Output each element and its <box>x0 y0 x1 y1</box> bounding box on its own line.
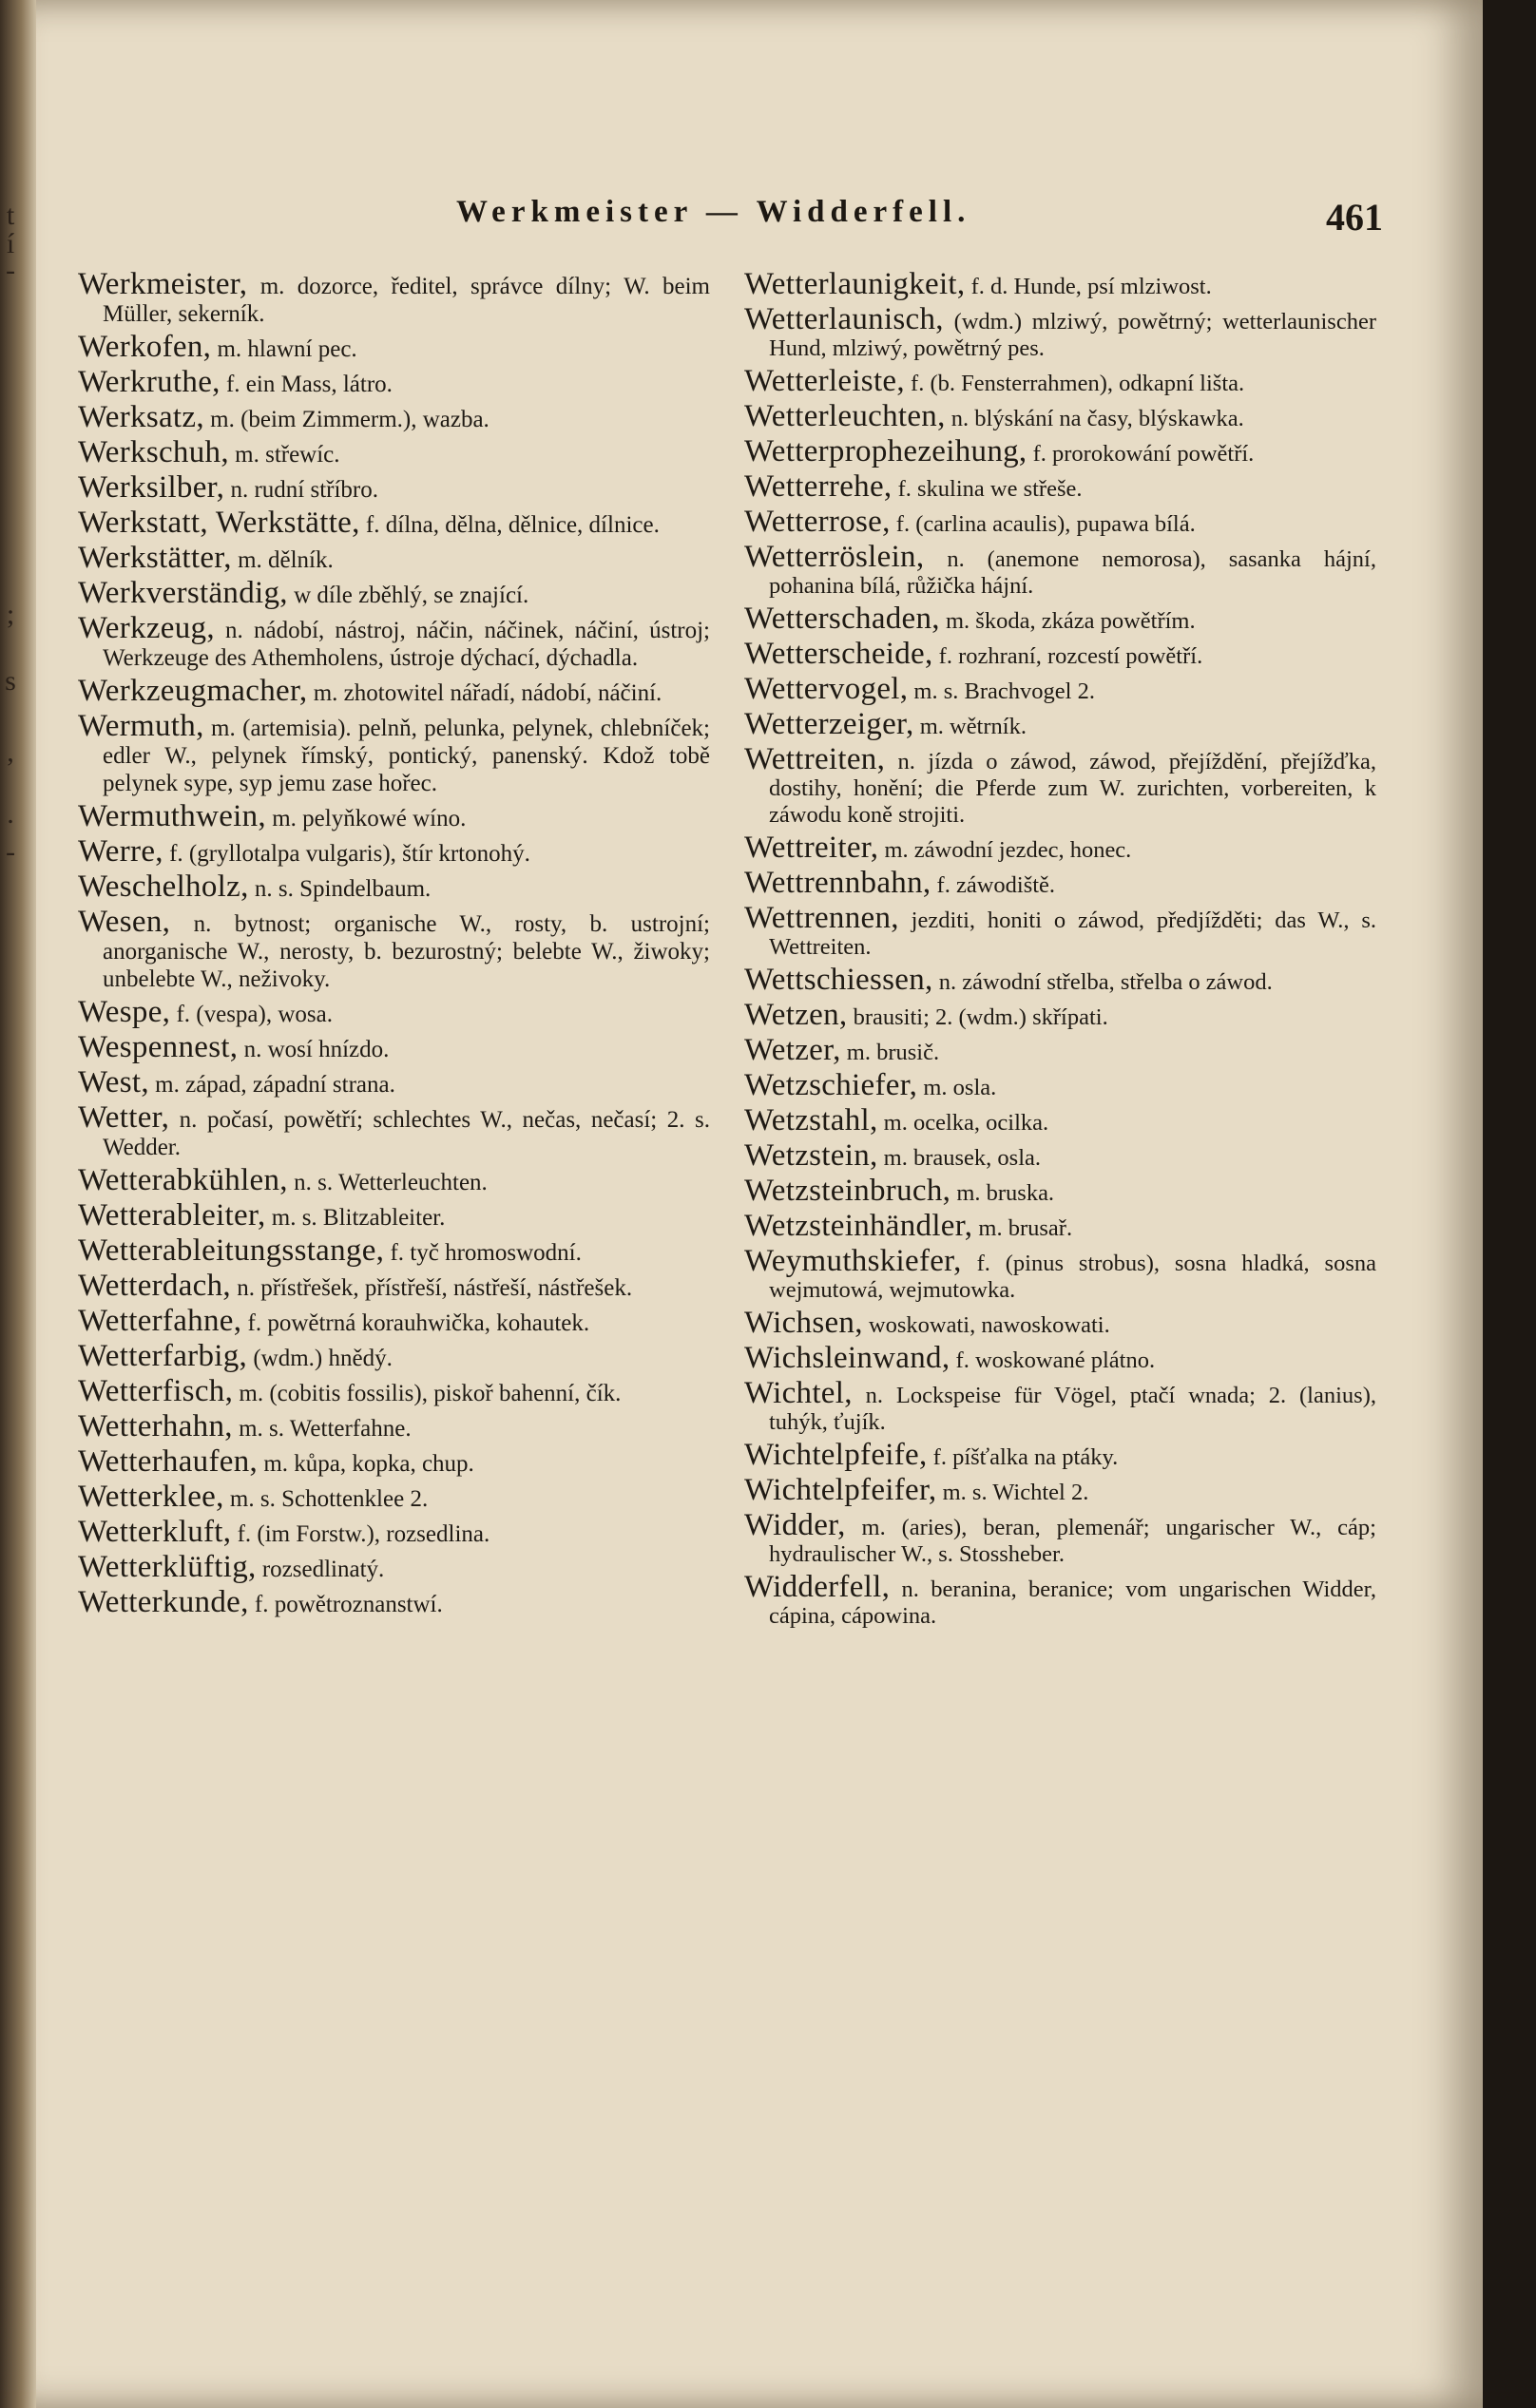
dictionary-entry <box>78 870 710 904</box>
entry-headword: Wettrennbahn, <box>744 866 931 900</box>
entry-definition: m. ocelka, ocilka. <box>877 1110 1049 1136</box>
dictionary-entry <box>78 1480 710 1514</box>
entry-definition: m. (beim Zimmerm.), wazba. <box>203 407 490 432</box>
dictionary-entry <box>744 1341 1376 1375</box>
entry-definition: m. kůpa, kopka, chup. <box>258 1451 474 1477</box>
margin-mark: s <box>5 665 16 697</box>
entry-headword: Werkstatt, Werkstätte, <box>78 506 360 540</box>
dictionary-entry <box>78 1444 710 1479</box>
entry-headword: Wetterfarbig, <box>78 1339 248 1373</box>
dictionary-entry <box>744 1306 1376 1340</box>
dictionary-entry <box>78 674 710 708</box>
entry-headword: Werkschuh, <box>78 435 229 469</box>
entry-headword: Weymuthskiefer, <box>744 1244 962 1278</box>
entry-definition: m. wětrník. <box>913 714 1027 739</box>
dictionary-entry <box>744 1138 1376 1173</box>
dictionary-entry <box>744 1508 1376 1568</box>
entry-definition: m. pelyňkowé wíno. <box>265 806 467 831</box>
entry-headword: Wetterscheide, <box>744 637 933 671</box>
dictionary-entry <box>78 1030 710 1064</box>
entry-headword: Werksatz, <box>78 400 204 434</box>
entry-headword: Werre, <box>78 834 163 869</box>
entry-headword: Wetter, <box>78 1100 170 1135</box>
entry-headword: Wetterkluft, <box>78 1515 232 1549</box>
entry-headword: Werkzeug, <box>78 611 215 645</box>
entry-definition: n. nádobí, nástroj, náčin, náčinek, náčiní, ústroj; Werkzeuge des Athemholens, ústroje dýchací, dýchadla. <box>103 618 710 671</box>
dictionary-entry <box>78 435 710 469</box>
dictionary-entry <box>744 602 1376 636</box>
entry-headword: Wettschiessen, <box>744 963 933 997</box>
entry-headword: Wetzsteinbruch, <box>744 1174 951 1208</box>
entry-definition: f. dílna, dělna, dělnice, dílnice. <box>359 512 660 538</box>
entry-headword: Wesen, <box>78 905 171 939</box>
entry-definition: f. (b. Fensterrahmen), odkapní lišta. <box>904 371 1245 396</box>
entry-definition: m. střewíc. <box>228 442 340 468</box>
entry-headword: Wetterlaunisch, <box>744 302 944 336</box>
entry-definition: m. brusič. <box>840 1040 940 1065</box>
entry-headword: Wetterschaden, <box>744 602 940 636</box>
dictionary-entry <box>744 399 1376 433</box>
entry-headword: Wetzsteinhändler, <box>744 1209 973 1243</box>
entry-definition: n. s. Wetterleuchten. <box>287 1170 488 1195</box>
margin-mark: - <box>6 836 15 868</box>
entry-headword: Wetterkunde, <box>78 1585 249 1619</box>
entry-headword: Wettrennen, <box>744 901 899 935</box>
entry-headword: Wettreiten, <box>744 742 886 776</box>
dictionary-entry <box>78 1550 710 1584</box>
entry-definition: m. s. Wetterfahne. <box>232 1416 412 1442</box>
entry-headword: Widder, <box>744 1508 846 1542</box>
left-column <box>78 271 710 2314</box>
dictionary-entry <box>744 364 1376 398</box>
entry-headword: Werkofen, <box>78 330 212 364</box>
entry-definition: n. beranina, beranice; vom ungarischen Widder, cápina, cápowina. <box>769 1577 1376 1629</box>
dictionary-entry <box>78 905 710 993</box>
entry-headword: Wichsleinwand, <box>744 1341 950 1375</box>
entry-definition: m. s. Brachvogel 2. <box>908 678 1095 704</box>
entry-headword: Wermuthwein, <box>78 799 266 833</box>
margin-mark: - <box>6 255 15 286</box>
dictionary-entry <box>78 1374 710 1408</box>
entry-headword: Wetzen, <box>744 998 848 1032</box>
entry-definition: n. rudní stříbro. <box>224 477 378 503</box>
dictionary-entry <box>744 1103 1376 1137</box>
entry-headword: Wetterklee, <box>78 1480 224 1514</box>
entry-definition: f. prorokowání powětří. <box>1027 441 1255 467</box>
entry-headword: Wetterableiter, <box>78 1198 266 1233</box>
entry-definition: f. powětrná korauhwička, kohautek. <box>241 1310 590 1336</box>
dictionary-entry <box>78 1339 710 1373</box>
entry-definition: w díle zběhlý, se znající. <box>287 583 529 608</box>
entry-headword: West, <box>78 1065 149 1099</box>
entry-headword: Wetterklüftig, <box>78 1550 257 1584</box>
entry-definition: n. Lockspeise für Vögel, ptačí wnada; 2. (lanius), tuhýk, ťujík. <box>769 1383 1376 1435</box>
dictionary-entry <box>744 1033 1376 1067</box>
entry-headword: Widderfell, <box>744 1570 891 1604</box>
dictionary-entry <box>78 611 710 672</box>
dictionary-entry <box>78 506 710 540</box>
dictionary-entry <box>78 1163 710 1197</box>
entry-definition: m. západ, západní strana. <box>148 1072 395 1098</box>
dictionary-entry <box>744 707 1376 741</box>
entry-definition: f. (pinus strobus), sosna hladká, sosna wejmutowá, wejmutowka. <box>769 1251 1376 1303</box>
entry-definition: f. d. Hunde, psí mlziwost. <box>965 274 1212 299</box>
entry-definition: f. skulina we střeše. <box>892 476 1083 502</box>
page-number: 461 <box>1326 196 1383 239</box>
dictionary-entry <box>744 1570 1376 1630</box>
entry-definition: m. s. Wichtel 2. <box>936 1480 1089 1505</box>
entry-definition: m. hlawní pec. <box>211 336 357 362</box>
entry-definition: f. rozhraní, rozcestí powětří. <box>932 643 1203 669</box>
entry-headword: Wetterhaufen, <box>78 1444 259 1479</box>
dictionary-entry <box>78 470 710 505</box>
entry-headword: Wetterhahn, <box>78 1409 233 1443</box>
entry-definition: n. počasí, powětří; schlechtes W., nečas, nečasí; 2. s. Wedder. <box>103 1107 710 1160</box>
dictionary-entry <box>744 1209 1376 1243</box>
dictionary-entry <box>78 799 710 833</box>
entry-headword: Werkruthe, <box>78 365 221 399</box>
entry-definition: (wdm.) mlziwý, powětrný; wetterlaunischer Hund, mlziwý, powětrný pes. <box>769 309 1376 361</box>
entry-headword: Wichsen, <box>744 1306 863 1340</box>
entry-headword: Wetzstahl, <box>744 1103 878 1137</box>
dictionary-entry <box>744 469 1376 504</box>
dictionary-entry <box>744 540 1376 600</box>
dictionary-entry <box>78 834 710 869</box>
entry-headword: Wetterprophezeihung, <box>744 434 1027 468</box>
entry-definition: n. blýskání na časy, blýskawka. <box>945 406 1244 431</box>
entry-headword: Werkzeugmacher, <box>78 674 308 708</box>
margin-mark: í <box>6 228 15 259</box>
entry-definition: m. škoda, zkáza powětřím. <box>939 608 1196 634</box>
dictionary-entry <box>78 1269 710 1303</box>
dictionary-entry <box>744 1376 1376 1436</box>
dictionary-entry <box>78 995 710 1029</box>
dictionary-entry <box>78 1100 710 1161</box>
entry-definition: n. přístřešek, přístřeší, nástřeší, nástřešek. <box>230 1275 633 1301</box>
dictionary-entry <box>78 709 710 797</box>
entry-headword: Werkmeister, <box>78 271 248 301</box>
entry-definition: m. (cobitis fossilis), piskoř bahenní, čík. <box>233 1381 622 1406</box>
entry-headword: Wespennest, <box>78 1030 239 1064</box>
dictionary-entry <box>744 742 1376 829</box>
entry-definition: n. wosí hnízdo. <box>238 1037 390 1062</box>
dictionary-entry <box>78 1065 710 1099</box>
dictionary-entry <box>78 400 710 434</box>
entry-definition: m. záwodní jezdec, honec. <box>878 837 1132 863</box>
dictionary-entry <box>744 302 1376 362</box>
entry-headword: Wespe, <box>78 995 171 1029</box>
dictionary-entry <box>744 271 1376 300</box>
entry-definition: m. s. Blitzableiter. <box>265 1205 446 1231</box>
entry-headword: Wetterrose, <box>744 505 891 539</box>
entry-headword: Wetterleiste, <box>744 364 905 398</box>
dictionary-entry <box>744 1244 1376 1304</box>
entry-definition: f. (vespa), wosa. <box>170 1002 333 1027</box>
entry-definition: f. powětroznanstwí. <box>248 1592 443 1617</box>
entry-definition: n. záwodní střelba, střelba o záwod. <box>932 969 1273 995</box>
entry-headword: Wichtelpfeife, <box>744 1438 928 1472</box>
entry-headword: Wetterabkühlen, <box>78 1163 288 1197</box>
dictionary-entry <box>78 365 710 399</box>
entry-definition: f. (carlina acaulis), pupawa bílá. <box>890 511 1196 537</box>
dictionary-entry <box>78 1198 710 1233</box>
entry-definition: f. záwodiště. <box>931 872 1056 898</box>
margin-mark: . <box>7 798 14 830</box>
entry-headword: Wetzschiefer, <box>744 1068 918 1102</box>
entry-definition: n. (anemone nemorosa), sasanka hájní, pohanina bílá, růžička hájní. <box>769 546 1376 599</box>
entry-definition: f. ein Mass, látro. <box>220 372 393 397</box>
entry-definition: n. bytnost; organische W., rosty, b. ustrojní; anorganische W., nerosty, b. bezurostný; belebte W., žiwoky; unbelebte W., neživoky. <box>103 911 710 992</box>
entry-headword: Wetterfahne, <box>78 1304 242 1338</box>
dictionary-entry <box>78 1515 710 1549</box>
entry-headword: Wetterröslein, <box>744 540 925 574</box>
margin-mark: , <box>7 736 14 768</box>
entry-headword: Wetterableitungsstange, <box>78 1233 385 1268</box>
entry-headword: Werkstätter, <box>78 541 232 575</box>
dictionary-entry <box>78 541 710 575</box>
dictionary-entry <box>78 1233 710 1268</box>
book-gutter <box>0 0 36 2408</box>
entry-definition: (wdm.) hnědý. <box>247 1346 393 1371</box>
entry-definition: f. tyč hromoswodní. <box>384 1240 582 1266</box>
entry-headword: Wetterzeiger, <box>744 707 914 741</box>
entry-definition: f. píšťalka na ptáky. <box>927 1444 1119 1470</box>
entry-definition: brausiti; 2. (wdm.) skřípati. <box>847 1004 1108 1030</box>
entry-headword: Wetzer, <box>744 1033 841 1067</box>
entry-definition: n. s. Spindelbaum. <box>248 876 432 902</box>
entry-headword: Wetterdach, <box>78 1269 231 1303</box>
entry-headword: Wettervogel, <box>744 672 909 706</box>
dictionary-entry <box>744 1068 1376 1102</box>
entry-definition: m. osla. <box>917 1075 997 1100</box>
dictionary-entry <box>744 831 1376 865</box>
entry-definition: m. (aries), beran, plemenář; ungarischer W., cáp; hydraulischer W., s. Stossheber. <box>769 1515 1376 1567</box>
entry-headword: Wetterrehe, <box>744 469 893 504</box>
entry-definition: m. brausek, osla. <box>877 1145 1042 1171</box>
right-column <box>744 271 1376 2314</box>
dictionary-entry <box>78 1304 710 1338</box>
entry-headword: Werksilber, <box>78 470 225 505</box>
dictionary-entry <box>744 1174 1376 1208</box>
entry-definition: jezditi, honiti o záwod, předjížděti; das W., s. Wettreiten. <box>769 908 1376 960</box>
entry-definition: rozsedlinatý. <box>256 1557 385 1582</box>
entry-headword: Wichtel, <box>744 1376 853 1410</box>
entry-definition: m. (artemisia). pelnň, pelunka, pelynek, chlebníček; edler W., pelynek římský, pontický, panenský. Kdož tobě pelynek sype, syp jemu zase hořec. <box>103 716 710 796</box>
dictionary-entry <box>744 672 1376 706</box>
entry-headword: Wetterleuchten, <box>744 399 946 433</box>
entry-definition: m. bruska. <box>950 1180 1055 1206</box>
entry-headword: Wetterlaunigkeit, <box>744 271 966 301</box>
entry-definition: n. jízda o záwod, záwod, přejíždění, přejížďka, dostihy, honění; die Pferde zum W. zurichten, vorbereiten, k záwodu koně strojiti. <box>769 749 1376 828</box>
entry-definition: f. (gryllotalpa vulgaris), štír krtonohý. <box>163 841 530 867</box>
dictionary-entry <box>744 901 1376 961</box>
dictionary-entry <box>78 271 710 328</box>
entry-headword: Wettreiter, <box>744 831 879 865</box>
entry-headword: Wetzstein, <box>744 1138 878 1173</box>
entry-definition: m. dozorce, ředitel, správce dílny; W. beim Müller, sekerník. <box>103 274 710 327</box>
entry-headword: Wermuth, <box>78 709 204 743</box>
entry-headword: Wetterfisch, <box>78 1374 234 1408</box>
margin-mark: ; <box>6 599 15 630</box>
dictionary-entry <box>744 998 1376 1032</box>
entry-headword: Wichtelpfeifer, <box>744 1473 937 1507</box>
entry-definition: f. woskowané plátno. <box>950 1347 1156 1373</box>
entry-definition: m. dělník. <box>231 547 334 573</box>
running-header: Werkmeister — Widderfell. <box>456 195 971 229</box>
dictionary-entry <box>744 1438 1376 1472</box>
entry-definition: f. (im Forstw.), rozsedlina. <box>231 1521 490 1547</box>
dictionary-entry <box>744 505 1376 539</box>
entry-definition: m. s. Schottenklee 2. <box>223 1486 429 1512</box>
entry-headword: Weschelholz, <box>78 870 249 904</box>
entry-definition: woskowati, nawoskowati. <box>862 1312 1110 1338</box>
dictionary-entry <box>744 866 1376 900</box>
entry-definition: m. brusař. <box>972 1215 1073 1241</box>
dictionary-entry <box>744 963 1376 997</box>
dictionary-entry <box>78 1409 710 1443</box>
dictionary-entry <box>78 1585 710 1619</box>
entry-definition: m. zhotowitel nářadí, nádobí, náčiní. <box>307 680 662 706</box>
entry-headword: Werkverständig, <box>78 576 288 610</box>
dictionary-entry <box>744 434 1376 468</box>
margin-mark: t <box>6 200 15 231</box>
dictionary-entry <box>78 330 710 364</box>
dictionary-entry <box>78 576 710 610</box>
dictionary-entry <box>744 637 1376 671</box>
dictionary-entry <box>744 1473 1376 1507</box>
